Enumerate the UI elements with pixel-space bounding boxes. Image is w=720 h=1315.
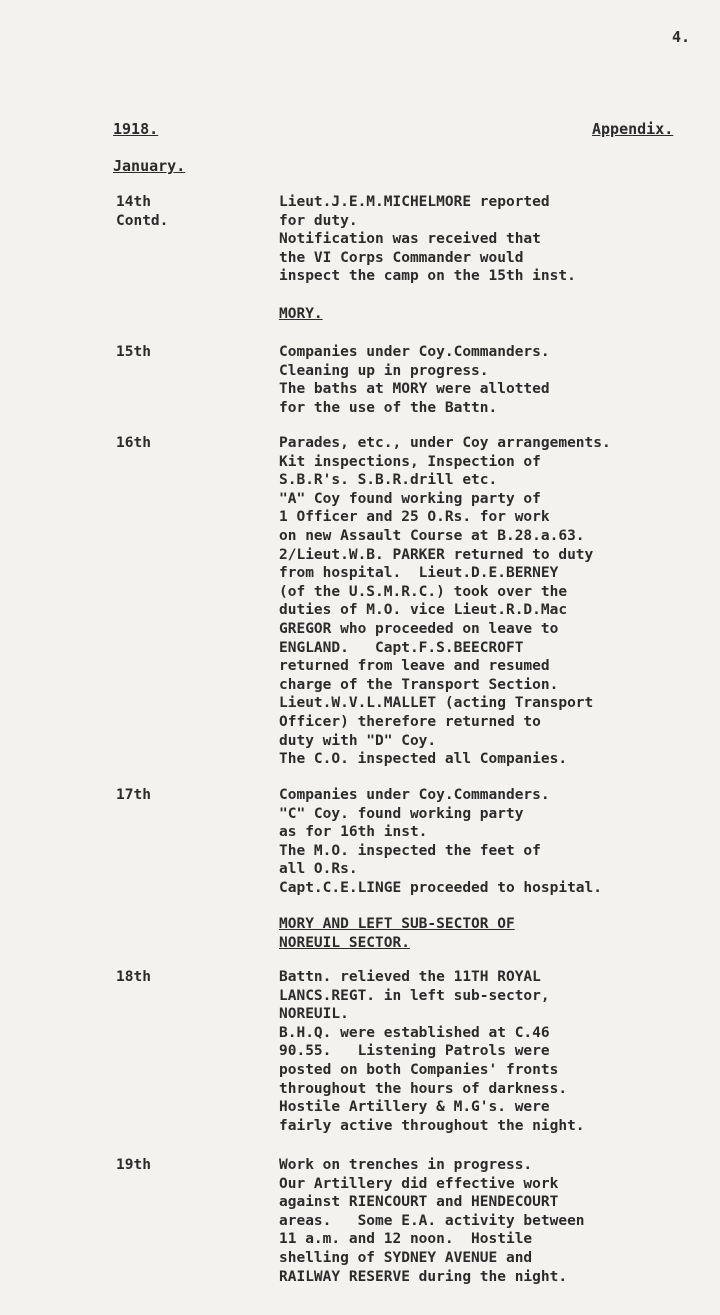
entry-line: NOREUIL. bbox=[279, 1006, 349, 1023]
entry-line: from hospital. Lieut.D.E.BERNEY bbox=[279, 565, 559, 582]
entry-line: duty with "D" Coy. bbox=[279, 732, 437, 749]
entry-line: 90.55. Listening Patrols were bbox=[279, 1043, 550, 1060]
entry-line: Companies under Coy.Commanders. bbox=[279, 787, 550, 803]
entry-line: Notification was received that bbox=[279, 231, 541, 248]
diary-entry bbox=[279, 786, 602, 898]
entry-line: Lieut.J.E.M.MICHELMORE reported bbox=[279, 194, 550, 210]
appendix-heading: Appendix. bbox=[592, 120, 674, 138]
diary-entry bbox=[279, 968, 585, 1135]
entry-line: Officer) therefore returned to bbox=[279, 713, 541, 730]
entry-line: Lieut.W.V.L.MALLET (acting Transport bbox=[279, 695, 594, 712]
entry-line: areas. Some E.A. activity between bbox=[279, 1212, 585, 1229]
entry-line: as for 16th inst. bbox=[279, 824, 428, 841]
entry-line: The baths at MORY were allotted bbox=[279, 381, 550, 398]
entry-line: 1 Officer and 25 O.Rs. for work bbox=[279, 509, 550, 526]
entry-line: Parades, etc., under Coy arrangements. bbox=[279, 435, 611, 451]
entry-date: 17th bbox=[116, 787, 151, 803]
entry-line: RAILWAY RESERVE during the night. bbox=[279, 1268, 568, 1285]
entry-line: Battn. relieved the 11TH ROYAL bbox=[279, 969, 541, 985]
heading-line: MORY AND LEFT SUB-SECTOR OF bbox=[279, 916, 515, 932]
entry-line: Our Artillery did effective work bbox=[279, 1175, 559, 1192]
entry-line: against RIENCOURT and HENDECOURT bbox=[279, 1194, 559, 1211]
heading-line: MORY. bbox=[279, 306, 323, 322]
entry-line: on new Assault Course at B.28.a.63. bbox=[279, 527, 585, 544]
entry-line: Hostile Artillery & M.G's. were bbox=[279, 1099, 550, 1116]
entry-line: The C.O. inspected all Companies. bbox=[279, 751, 568, 768]
entry-line: duties of M.O. vice Lieut.R.D.Mac bbox=[279, 602, 568, 619]
entry-line: B.H.Q. were established at C.46 bbox=[279, 1024, 550, 1041]
diary-entry bbox=[279, 1156, 585, 1286]
entry-line: Companies under Coy.Commanders. bbox=[279, 344, 550, 360]
diary-entry bbox=[279, 343, 550, 417]
month-heading: January. bbox=[113, 157, 186, 175]
entry-line: The M.O. inspected the feet of bbox=[279, 842, 541, 859]
entry-line: all O.Rs. bbox=[279, 861, 358, 878]
heading-line: NOREUIL SECTOR. bbox=[279, 934, 410, 951]
entry-line: S.B.R's. S.B.R.drill etc. bbox=[279, 472, 498, 489]
entry-date: 16th bbox=[116, 435, 151, 451]
entry-line: Kit inspections, Inspection of bbox=[279, 453, 541, 470]
entry-line: fairly active throughout the night. bbox=[279, 1117, 585, 1134]
entry-line: ENGLAND. Capt.F.S.BEECROFT bbox=[279, 639, 524, 656]
entry-line: Cleaning up in progress. bbox=[279, 362, 489, 379]
entry-line: the VI Corps Commander would bbox=[279, 249, 524, 266]
entry-date: 18th bbox=[116, 969, 151, 985]
entry-line: Work on trenches in progress. bbox=[279, 1157, 533, 1173]
entry-line: inspect the camp on the 15th inst. bbox=[279, 268, 576, 285]
entry-line: GREGOR who proceeded on leave to bbox=[279, 620, 559, 637]
entry-line: returned from leave and resumed bbox=[279, 658, 550, 675]
entry-date: 14th Contd. bbox=[116, 194, 169, 229]
entry-line: charge of the Transport Section. bbox=[279, 676, 559, 693]
diary-entry bbox=[279, 193, 576, 286]
entry-line: 2/Lieut.W.B. PARKER returned to duty bbox=[279, 546, 594, 563]
year-heading: 1918. bbox=[113, 120, 159, 138]
entry-line: for the use of the Battn. bbox=[279, 399, 498, 416]
entry-line: for duty. bbox=[279, 212, 358, 229]
entry-line: "A" Coy found working party of bbox=[279, 490, 541, 507]
entry-line: (of the U.S.M.R.C.) took over the bbox=[279, 583, 568, 600]
location-heading bbox=[279, 915, 515, 952]
entry-date: 15th bbox=[116, 344, 151, 360]
entry-line: LANCS.REGT. in left sub-sector, bbox=[279, 987, 550, 1004]
diary-entry bbox=[279, 434, 611, 769]
entry-line: "C" Coy. found working party bbox=[279, 805, 524, 822]
page-number: 4. bbox=[672, 28, 691, 46]
entry-line: throughout the hours of darkness. bbox=[279, 1080, 568, 1097]
entry-line: Capt.C.E.LINGE proceeded to hospital. bbox=[279, 879, 603, 896]
location-heading bbox=[279, 305, 323, 324]
entry-line: posted on both Companies' fronts bbox=[279, 1061, 559, 1078]
entry-date: 19th bbox=[116, 1157, 151, 1173]
entry-line: shelling of SYDNEY AVENUE and bbox=[279, 1249, 533, 1266]
entry-line: 11 a.m. and 12 noon. Hostile bbox=[279, 1231, 533, 1248]
